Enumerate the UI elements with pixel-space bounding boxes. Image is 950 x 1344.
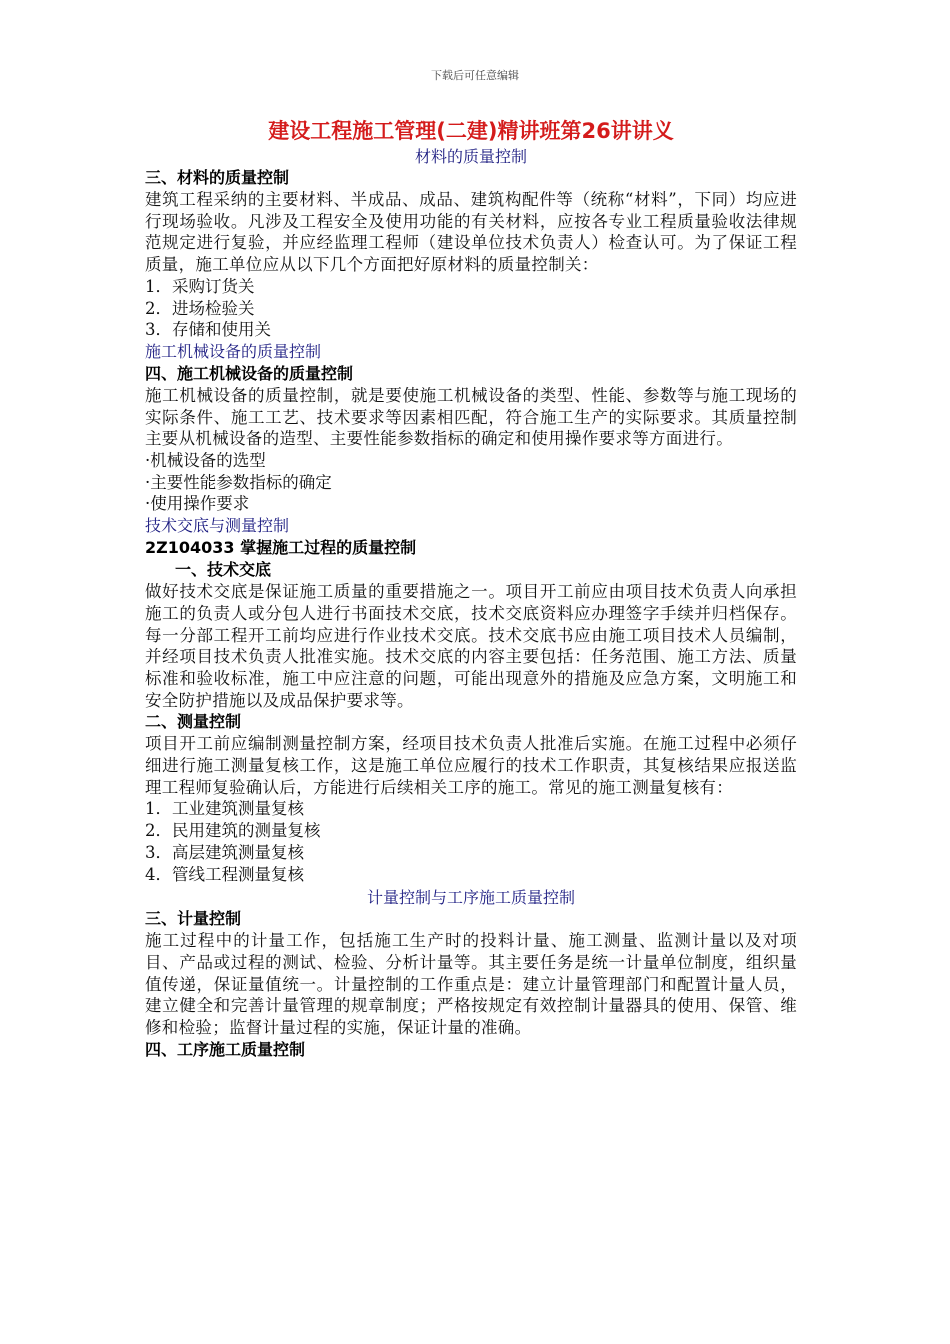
heading-tech-briefing: 一、技术交底	[175, 560, 272, 580]
heading-process-quality: 2Z104033 掌握施工过程的质量控制	[145, 538, 417, 558]
list-item: 2．民用建筑的测量复核	[145, 821, 321, 841]
paragraph-metering: 施工过程中的计量工作，包括施工生产时的投料计量、施工测量、监测计量以及对项目、产品或过程的测试、检验、分析计量等。其主要任务是统一计量单位制度，组织量值传递，保证量值统一。计量控制的工作重点是：建立计量管理部门和配置计量人员，建立健全和完善计量管理的规章制度；严格按规定有效控制计量器具的使用、保管、维修和检验；监督计量过程的实施，保证计量的准确。	[145, 931, 797, 1038]
document-body	[145, 116, 797, 1061]
list-item: 1．采购订货关	[145, 276, 255, 296]
list-item: 4．管线工程测量复核	[145, 864, 304, 884]
heading-process-construction-quality: 四、工序施工质量控制	[145, 1039, 306, 1059]
paragraph-tech-briefing: 做好技术交底是保证施工质量的重要措施之一。项目开工前应由项目技术负责人向承担施工的负责人或分包人进行书面技术交底，技术交底资料应办理签字手续并归档保存。每一分部工程开工前均应进行作业技术交底。技术交底书应由施工项目技术人员编制，并经项目技术负责人批准实施。技术交底的内容主要包括：任务范围、施工方法、质量标准和验收标准，施工中应注意的问题，可能出现意外的措施及应急方案，文明施工和安全防护措施以及成品保护要求等。	[145, 582, 797, 710]
heading-materials-quality: 三、材料的质量控制	[145, 168, 290, 187]
list-item: 2．进场检验关	[145, 298, 255, 318]
section-link-machinery[interactable]: 施工机械设备的质量控制	[145, 341, 322, 361]
heading-machinery-quality: 四、施工机械设备的质量控制	[145, 363, 354, 383]
paragraph-machinery: 施工机械设备的质量控制，就是要使施工机械设备的类型、性能、参数等与施工现场的实际条件、施工工艺、技术要求等因素相匹配，符合施工生产的实际要求。其质量控制主要从机械设备的造型、主要性能参数指标的确定和使用操作要求等方面进行。	[145, 385, 797, 449]
list-item: ·机械设备的选型	[145, 451, 266, 471]
header-note: 下载后可任意编辑	[431, 69, 519, 82]
heading-metering-control: 三、计量控制	[145, 909, 242, 929]
heading-survey-control: 二、测量控制	[145, 712, 242, 732]
document-title: 建设工程施工管理(二建)精讲班第26讲讲义	[268, 119, 674, 143]
section-link-tech-survey[interactable]: 技术交底与测量控制	[145, 516, 290, 536]
section-link-materials[interactable]: 材料的质量控制	[414, 147, 527, 166]
list-item: 3．高层建筑测量复核	[145, 842, 304, 862]
list-item: 3．存储和使用关	[145, 320, 271, 340]
paragraph-materials: 建筑工程采纳的主要材料、半成品、成品、建筑构配件等（统称“材料”，下同）均应进行现场验收。凡涉及工程安全及使用功能的有关材料，应按各专业工程质量验收法律规范规定进行复验，并应经监理工程师（建设单位技术负责人）检查认可。为了保证工程质量，施工单位应从以下几个方面把好原材料的质量控制关：	[145, 190, 797, 275]
list-item: ·主要性能参数指标的确定	[145, 472, 332, 492]
section-link-metering[interactable]: 计量控制与工序施工质量控制	[366, 888, 575, 908]
paragraph-survey: 项目开工前应编制测量控制方案，经项目技术负责人批准后实施。在施工过程中必须仔细进行施工测量复核工作，这是施工单位应履行的技术工作职责，其复核结果应报送监理工程师复验确认后，方能进行后续相关工序的施工。常见的施工测量复核有：	[145, 734, 797, 797]
list-item: 1．工业建筑测量复核	[145, 799, 304, 819]
list-item: ·使用操作要求	[145, 494, 250, 514]
